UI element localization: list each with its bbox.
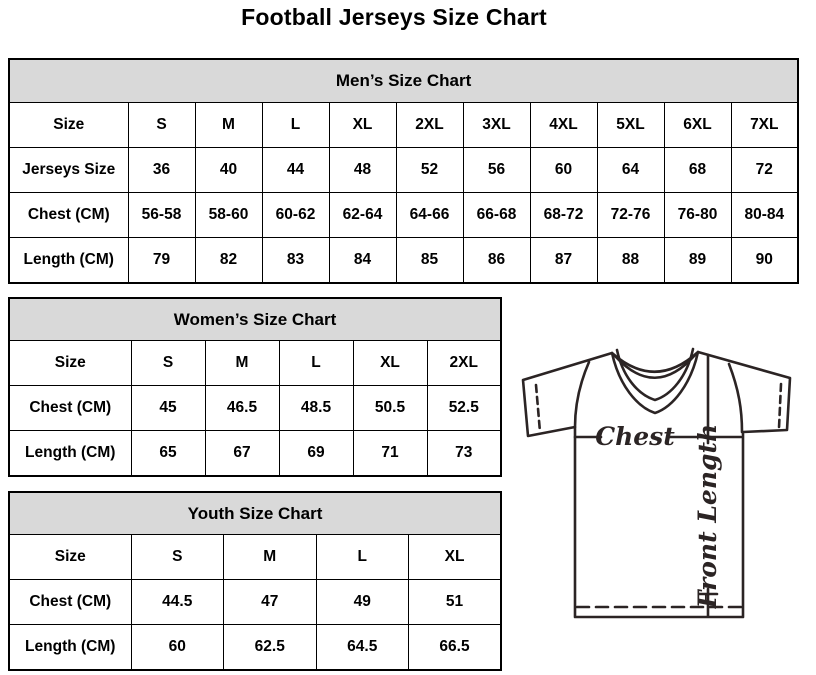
value-cell: 60-62	[262, 193, 329, 238]
size-column-header-cell: 3XL	[463, 103, 530, 148]
value-cell: 68	[664, 148, 731, 193]
size-header-label-cell: Size	[9, 535, 131, 580]
value-cell: 52	[396, 148, 463, 193]
page-title: Football Jerseys Size Chart	[241, 4, 547, 30]
value-cell: 65	[131, 431, 205, 477]
size-column-header-cell: 2XL	[396, 103, 463, 148]
size-column-header-cell: XL	[329, 103, 396, 148]
size-column-header-cell: L	[316, 535, 409, 580]
row-label-cell: Length (CM)	[9, 625, 131, 671]
mens-table-title-row	[9, 59, 798, 103]
size-column-header-cell: XL	[409, 535, 502, 580]
value-cell: 72	[731, 148, 798, 193]
value-cell: 64	[597, 148, 664, 193]
womens-table-body	[9, 341, 501, 477]
size-column-header-cell: 4XL	[530, 103, 597, 148]
size-column-header-cell: L	[262, 103, 329, 148]
mens-table-body	[9, 103, 798, 284]
jersey-outline	[523, 352, 790, 617]
value-cell: 44.5	[131, 580, 224, 625]
value-cell: 48	[329, 148, 396, 193]
size-header-label-cell: Size	[9, 103, 128, 148]
value-cell: 82	[195, 238, 262, 284]
value-cell: 80-84	[731, 193, 798, 238]
jersey-measurement-diagram	[513, 335, 816, 655]
value-cell: 60	[131, 625, 224, 671]
value-cell: 56	[463, 148, 530, 193]
size-column-header-cell: XL	[353, 341, 427, 386]
value-cell: 62-64	[329, 193, 396, 238]
size-column-header-cell: 6XL	[664, 103, 731, 148]
right-cuff-dashed-line	[779, 384, 781, 428]
row-label-cell: Chest (CM)	[9, 580, 131, 625]
value-cell: 44	[262, 148, 329, 193]
size-column-header-cell: M	[195, 103, 262, 148]
value-cell: 72-76	[597, 193, 664, 238]
value-cell: 64.5	[316, 625, 409, 671]
value-cell: 69	[279, 431, 353, 477]
data-row	[9, 580, 501, 625]
size-column-header-cell: 2XL	[427, 341, 501, 386]
youth-size-chart-table	[8, 491, 502, 671]
value-cell: 50.5	[353, 386, 427, 431]
value-cell: 46.5	[205, 386, 279, 431]
jersey-illustration	[513, 335, 816, 655]
left-cuff-dashed-line	[536, 385, 540, 432]
data-row	[9, 148, 798, 193]
data-row	[9, 386, 501, 431]
size-column-header-cell: M	[205, 341, 279, 386]
value-cell: 40	[195, 148, 262, 193]
column-header-row	[9, 103, 798, 148]
size-column-header-cell: S	[131, 341, 205, 386]
value-cell: 76-80	[664, 193, 731, 238]
value-cell: 84	[329, 238, 396, 284]
womens-table-title: Women’s Size Chart	[9, 298, 501, 341]
size-column-header-cell: 5XL	[597, 103, 664, 148]
row-label-cell: Length (CM)	[9, 238, 128, 284]
value-cell: 60	[530, 148, 597, 193]
value-cell: 51	[409, 580, 502, 625]
data-row	[9, 431, 501, 477]
data-row	[9, 193, 798, 238]
size-column-header-cell: L	[279, 341, 353, 386]
value-cell: 64-66	[396, 193, 463, 238]
data-row	[9, 625, 501, 671]
value-cell: 71	[353, 431, 427, 477]
value-cell: 67	[205, 431, 279, 477]
value-cell: 47	[224, 580, 317, 625]
right-sleeve-seam	[729, 364, 742, 432]
size-column-header-cell: M	[224, 535, 317, 580]
value-cell: 36	[128, 148, 195, 193]
mens-table-title: Men’s Size Chart	[9, 59, 798, 103]
value-cell: 62.5	[224, 625, 317, 671]
value-cell: 90	[731, 238, 798, 284]
row-label-cell: Chest (CM)	[9, 193, 128, 238]
youth-table-body	[9, 535, 501, 671]
value-cell: 49	[316, 580, 409, 625]
youth-table-title-row	[9, 492, 501, 535]
left-sleeve-seam	[575, 362, 589, 427]
value-cell: 87	[530, 238, 597, 284]
row-label-cell: Chest (CM)	[9, 386, 131, 431]
value-cell: 45	[131, 386, 205, 431]
mens-size-chart-table	[8, 58, 799, 284]
value-cell: 83	[262, 238, 329, 284]
size-column-header-cell: S	[131, 535, 224, 580]
column-header-row	[9, 341, 501, 386]
value-cell: 73	[427, 431, 501, 477]
value-cell: 52.5	[427, 386, 501, 431]
value-cell: 66.5	[409, 625, 502, 671]
value-cell: 89	[664, 238, 731, 284]
womens-table-title-row	[9, 298, 501, 341]
value-cell: 56-58	[128, 193, 195, 238]
row-label-cell: Jerseys Size	[9, 148, 128, 193]
value-cell: 48.5	[279, 386, 353, 431]
value-cell: 58-60	[195, 193, 262, 238]
value-cell: 68-72	[530, 193, 597, 238]
column-header-row	[9, 535, 501, 580]
value-cell: 85	[396, 238, 463, 284]
row-label-cell: Length (CM)	[9, 431, 131, 477]
value-cell: 86	[463, 238, 530, 284]
chest-label: Chest	[595, 422, 675, 451]
value-cell: 88	[597, 238, 664, 284]
womens-size-chart-table	[8, 297, 502, 477]
front-length-label: Front Length	[693, 423, 722, 609]
youth-table-title: Youth Size Chart	[9, 492, 501, 535]
size-column-header-cell: 7XL	[731, 103, 798, 148]
value-cell: 79	[128, 238, 195, 284]
value-cell: 66-68	[463, 193, 530, 238]
size-header-label-cell: Size	[9, 341, 131, 386]
size-column-header-cell: S	[128, 103, 195, 148]
data-row	[9, 238, 798, 284]
